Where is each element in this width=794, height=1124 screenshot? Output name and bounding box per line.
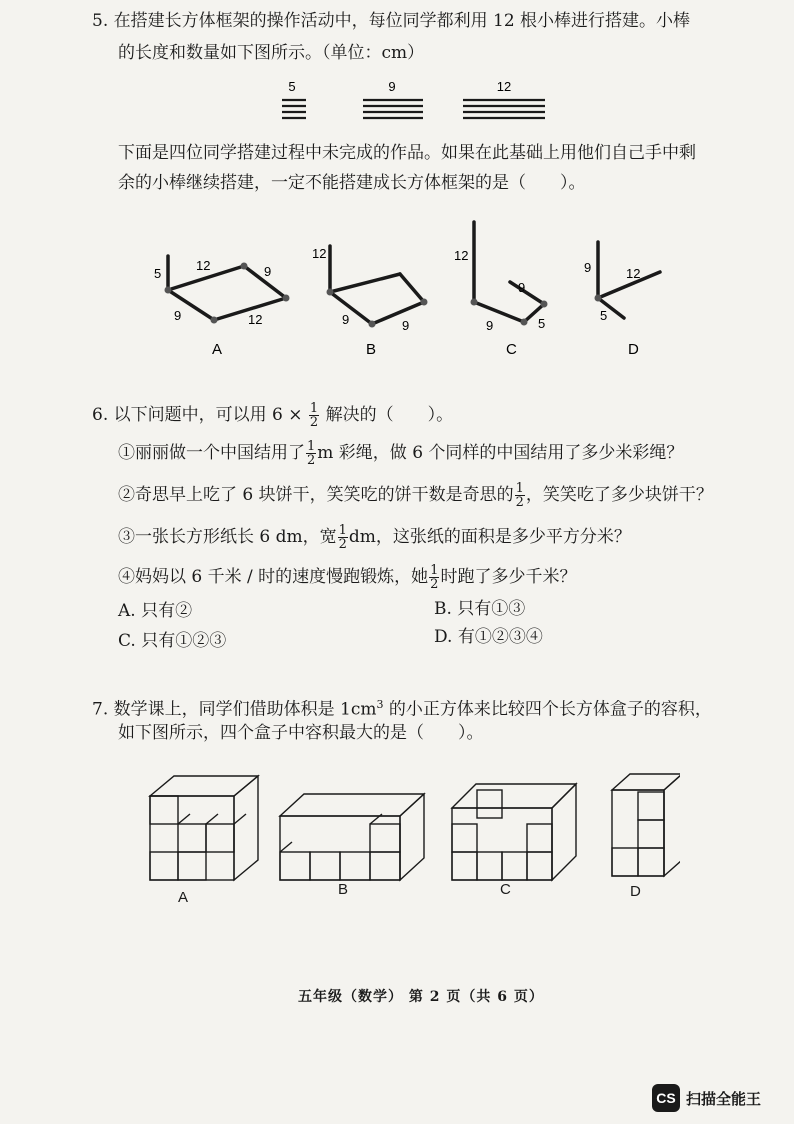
- box-a-label: A: [178, 889, 189, 906]
- box-b-label: B: [338, 881, 349, 898]
- fig-d-label-9: 9: [584, 260, 592, 275]
- figure-d-joints: [595, 295, 602, 302]
- fig-b-letter: B: [366, 341, 377, 358]
- stick-diagram: [270, 78, 570, 124]
- q6-option-1: ①丽丽做一个中国结用了 $\frac{1}{2}$ m 彩绳，做 6 个同样的中国结用了多少米彩绳？: [118, 439, 684, 468]
- fraction-half: $\frac{1}{2}$: [515, 481, 524, 510]
- fraction-half: $\frac{1}{2}$: [430, 563, 439, 592]
- q6-stem: [92, 402, 453, 429]
- fig-c-label-9a: 9: [518, 280, 526, 295]
- q6-choice-c: C. 只有①②③: [118, 631, 227, 651]
- fraction-half: $\frac{1}{2}$: [307, 439, 316, 468]
- fig-b-label-9b: 9: [402, 318, 410, 333]
- fig-d-letter: D: [628, 341, 639, 358]
- fig-d-label-12: 12: [626, 266, 641, 281]
- fig-b-label-9a: 9: [342, 312, 350, 327]
- fraction-half: $\frac{1}{2}$: [338, 523, 347, 552]
- box-b: [280, 794, 424, 880]
- stick-label-9: 9: [388, 79, 396, 94]
- sticks-5: [282, 100, 306, 118]
- fraction-half: $\frac{1}{2}$: [309, 401, 319, 430]
- sticks-12: [463, 100, 545, 118]
- fig-b-label-12: 12: [312, 246, 327, 261]
- box-d: [612, 774, 680, 876]
- fig-c-label-5: 5: [538, 316, 546, 331]
- scanner-watermark: [652, 1084, 761, 1112]
- q7-line-1: 7. 数学课上，同学们借助体积是 $1cm^3$ 的小正方体来比较四个长方体盒子的容积，: [92, 698, 712, 720]
- camscanner-logo-icon: CS: [652, 1084, 680, 1112]
- q6-choice-a: A. 只有②: [118, 601, 193, 621]
- q5-line-1: 5. 在搭建长方体框架的操作活动中，每位同学都利用 12 根小棒进行搭建。小棒: [92, 11, 691, 31]
- q5-line-3: 下面是四位同学搭建过程中未完成的作品。如果在此基础上用他们自己手中剩: [118, 143, 696, 163]
- watermark-text: 扫描全能王: [686, 1089, 762, 1108]
- q6-option-4: ④妈妈以 6 千米 / 时的速度慢跑锻炼，她 $\frac{1}{2}$ 时跑了多少千米？: [118, 563, 577, 592]
- page-footer: 五年级（数学） 第 2 页（共 6 页）: [298, 989, 544, 1005]
- fig-a-label-9a: 9: [264, 264, 272, 279]
- fig-a-label-5: 5: [154, 266, 162, 281]
- stick-label-12: 12: [496, 79, 512, 94]
- q6-option-2: ②奇思早上吃了 6 块饼干，笑笑吃的饼干数是奇思的 $\frac{1}{2}$ ，笑笑吃了多少块饼干？: [118, 481, 713, 510]
- fig-a-label-9b: 9: [174, 308, 182, 323]
- box-a: [150, 776, 258, 880]
- q6-stem-post: 解决的（ ）。: [325, 405, 454, 425]
- box-c: [452, 784, 576, 880]
- figure-c-frame: [474, 222, 544, 322]
- q5-line-2: 的长度和数量如下图所示。（单位：cm）: [118, 43, 425, 63]
- q7-line-2: 如下图所示，四个盒子中容积最大的是（ ）。: [118, 723, 484, 743]
- q5-line-4: 余的小棒继续搭建，一定不能搭建成长方体框架的是（ ）。: [118, 173, 586, 193]
- fig-c-letter: C: [506, 341, 517, 358]
- fig-d-label-5: 5: [600, 308, 608, 323]
- box-c-label: C: [500, 881, 511, 898]
- q6-stem-pre: 6. 以下问题中，可以用 6 ×: [92, 405, 303, 425]
- stick-label-5: 5: [288, 79, 296, 94]
- sticks-9: [363, 100, 423, 118]
- fig-c-label-9b: 9: [486, 318, 494, 333]
- q7-boxes: [140, 768, 680, 908]
- fig-a-label-12b: 12: [248, 312, 263, 327]
- q5-figures: [140, 212, 700, 362]
- q6-choice-b: B. 只有①③: [434, 599, 526, 619]
- fig-a-label-12: 12: [196, 258, 211, 273]
- box-d-label: D: [630, 883, 641, 900]
- q6-choice-d: D. 有①②③④: [434, 627, 543, 647]
- fig-a-letter: A: [212, 341, 223, 358]
- fig-c-label-12: 12: [454, 248, 469, 263]
- q6-option-3: ③一张长方形纸长 6 dm，宽 $\frac{1}{2}$ dm，这张纸的面积是多少平方分米？: [118, 523, 631, 552]
